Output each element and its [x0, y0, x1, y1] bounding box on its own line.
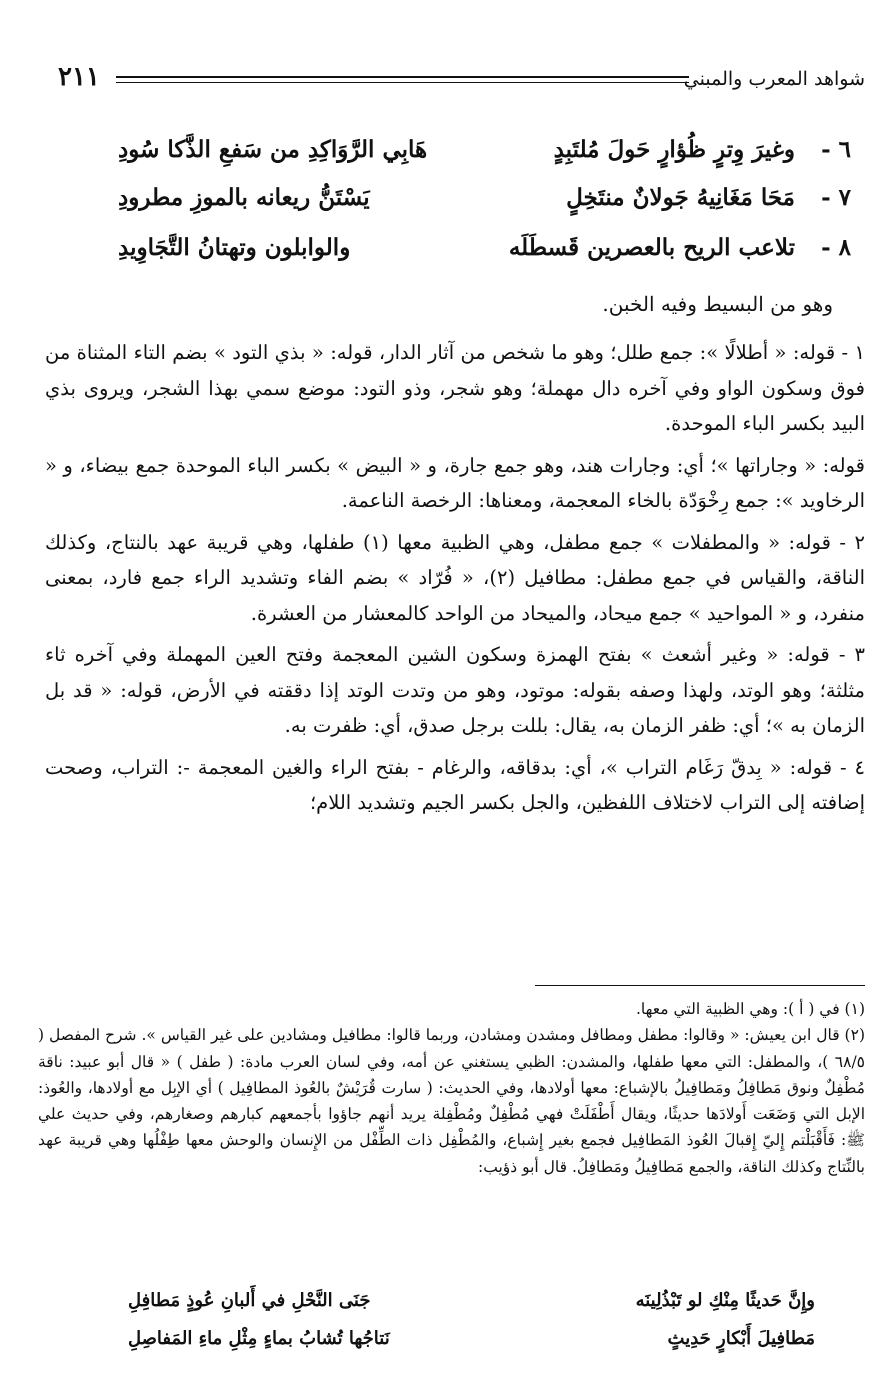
verse-second-hemistich: جَنَى النَّحْلِ في أَلبانِ عُوذٍ مَطافِلِ — [128, 1290, 371, 1311]
verse-second-hemistich: والوابلون وتهتانُ التَّجَاوِيدِ — [118, 234, 351, 261]
verse-second-hemistich: نَتاجُها تُشابُ بماءٍ مِثْلِ ماءِ المَفاصِلِ — [128, 1328, 390, 1349]
page-header — [58, 62, 865, 102]
header-rule — [116, 76, 689, 83]
commentary-paragraph: قوله: « وجاراتها »؛ أي: وجارات هند، وهو جمع جارة، و « البيض » بكسر الباء الموحدة جمع بيضاء، و « الرخاويد »: جمع رِخْوَدّة بالخاء المعجمة، ومعناها: الرخصة الناعمة. — [45, 453, 865, 512]
verse-number: ٧ - — [821, 184, 851, 211]
verse-second-hemistich: هَابِي الرَّوَاكِدِ من سَفعِ الذَّكا سُودِ — [118, 136, 428, 163]
footnotes — [38, 996, 865, 1180]
verse-first-hemistich: وغيرَ وِترٍ ظُؤارٍ حَولَ مُلتَبِدٍ — [553, 136, 795, 163]
verse-second-hemistich: يَسْتَنُّ ريعانه بالموزِ مطرودِ — [118, 184, 370, 211]
verse-number: ٨ - — [821, 234, 851, 261]
commentary-paragraph: ٢ - قوله: « والمطفلات » جمع مطفل، وهي الظبية معها (١) طفلها، وهي قريبة عهد بالنتاج، وكذلك الناقة، والقياس في جمع مطفل: مطافيل (٢)، « فُرّاد » بضم الفاء وتشديد الراء جمع فارد، بمعنى منفرد، و « المواحيد » جمع ميحاد، والميحاد من الواحد كالمعشار من العشرة. — [45, 530, 866, 625]
commentary-body — [45, 335, 865, 827]
running-title: شواهد المعرب والمبني — [683, 68, 865, 90]
page-number: ٢١١ — [58, 62, 100, 92]
meter-note: وهو من البسيط وفيه الخبن. — [602, 292, 833, 316]
verse-first-hemistich: مَحَا مَغَانِيهُ جَولانٌ منتَخِلٍ — [566, 184, 795, 211]
footnote-verse-line — [128, 1290, 815, 1322]
footnote-separator — [535, 985, 865, 986]
footnote: (٢) قال ابن يعيش: « وقالوا: مطفل ومطافل ومشدن ومشادن، وربما قالوا: مطافيل ومشادين على غير القياس ». شرح المفصل ( ٦٨/٥ )، والمطفل: التي معها طفلها، والمشدن: الظبي يستغني عن أمه، وفي لسان العرب مادة: ( طفل ) « قال أبو عبيد: ناقة مُطْفِلٌ ونوق مَطافِلُ ومَطافِيلُ بالإشباع: معها أولادها، وفي الحديث: ( سارت قُرَيْشٌ بالعُوذ المطافِيل ) أي الإبِل مع أولادها، والعُوذ: الإبل التي وَضَعَت أَولادَها حديثًا، ويقال أَطْفَلَتْ فهي مُطْفِلٌ ومُطْفِلة يريد أنهم جاؤوا بأجمعهم كبارهم وصغارهم، وفي حديث علي ﷺ: فَأَقْبَلْتم إِليّ إِقبالَ العُوذ المَطافِيل فجمع بغير إِشباع، والمُطْفِل ذات الطِّفْل من الإِنسان والوحش معها طِفْلُها وهي قريبة عهد بالنِّتاج وكذلك الناقة، والجمع مَطافِيلُ ومَطافِلُ. قال أبو ذؤيب: — [38, 1026, 865, 1176]
verse-line — [118, 234, 851, 272]
verse-first-hemistich: مَطافِيلَ أَبْكارٍ حَدِيثٍ — [667, 1328, 815, 1349]
commentary-paragraph: ٣ - قوله: « وغير أشعث » بفتح الهمزة وسكون الشين المعجمة وفتح العين المهملة وفي آخره ثاء مثلثة؛ وهو الوتد، ولهذا وصفه بقوله: موتود، وهو من وتدت الوتد إذا دققته في الأرض، قوله: « قد بل الزمان به »؛ أي: ظفر الزمان به، يقال: بللت برجل صدق، أي: ظفرت به. — [45, 643, 865, 737]
commentary-paragraph: ٤ - قوله: « بِدقّ رَغَام التراب »، أي: بدقاقه، والرغام - بفتح الراء والغين المعجمة -: التراب، وصحت إضافته إلى التراب لاختلاف اللفظين، والجل بكسر الجيم وتشديد اللام؛ — [45, 755, 865, 814]
commentary-paragraph: ١ - قوله: « أطلالًا »: جمع طلل؛ وهو ما شخص من آثار الدار، قوله: « بذي التود » بضم التاء المثناة من فوق وسكون الواو وفي آخره دال مهملة؛ وهو شجر، وذو التود: موضع سمي بهذا الشجر، ويروى بذي البيد بكسر الباء الموحدة. — [45, 341, 865, 435]
verse-line — [118, 136, 851, 174]
footnote-verse-line — [128, 1328, 815, 1360]
verse-line — [118, 184, 851, 222]
verse-number: ٦ - — [821, 136, 851, 163]
verse-first-hemistich: تلاعب الريح بالعصرين قَسطَلَه — [508, 234, 795, 261]
verse-first-hemistich: وإِنَّ حَديثًا مِنْكِ لو تَبْذُلِينَه — [635, 1290, 815, 1311]
footnote: (١) في ( أ ): وهي الظبية التي معها. — [636, 1000, 865, 1018]
